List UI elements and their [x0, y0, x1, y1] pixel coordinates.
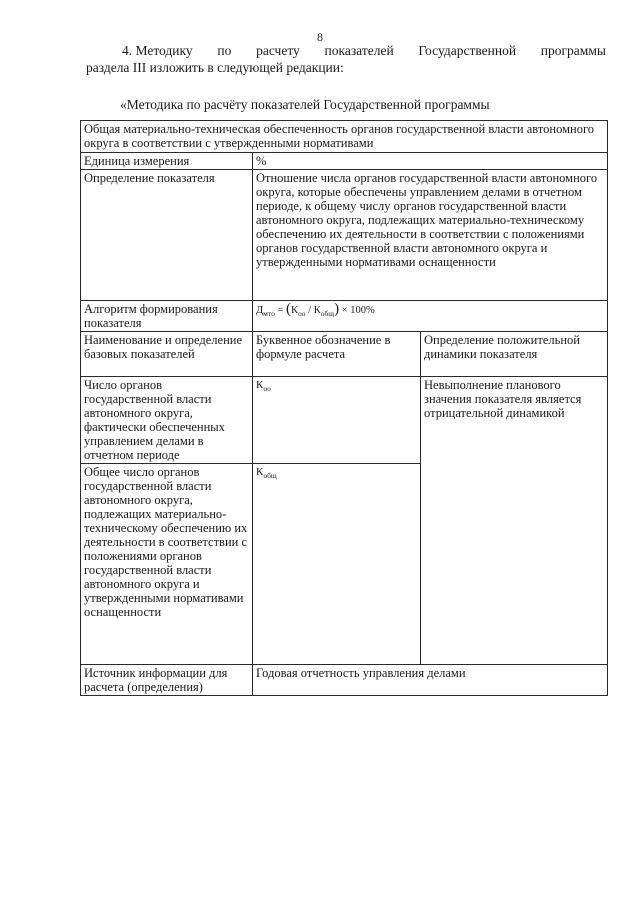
base-indicator-name: Общее число органов государственной власти автономного округа, подлежащих материально-техническому обеспечению их деятельности в соответствии с положениями органов государственной власти автономного округа и утвержденными нормативами оснащенности	[81, 464, 253, 665]
base-indicator-name: Число органов государственной власти автономного округа, фактически обеспеченных управлением делами в отчетном периоде	[81, 377, 253, 464]
symbol-letter: К	[256, 379, 264, 391]
symbol-letter: К	[256, 466, 264, 478]
unit-row	[81, 153, 608, 170]
page-number: 8	[317, 30, 323, 44]
indicator-name-row	[81, 121, 608, 153]
symbol-sub: оо	[263, 384, 271, 394]
formula-paren-close: )	[334, 301, 340, 317]
unit-label: Единица измерения	[81, 153, 253, 170]
base-indicator-symbol	[253, 377, 421, 464]
symbol-sub: общ	[263, 471, 277, 481]
base-indicator-symbol	[253, 464, 421, 665]
intro-word: Государственной	[418, 43, 517, 58]
formula-lhs-sub: мто	[263, 309, 275, 319]
intro-word: показателей	[324, 43, 394, 58]
indicator-name: Общая материально-техническая обеспеченность органов государственной власти автономного округа в соответствии с утвержденными нормативами	[81, 121, 608, 153]
intro-word: по	[217, 43, 232, 58]
definition-label: Определение показателя	[81, 170, 253, 301]
source-row	[81, 665, 608, 696]
dynamics-text: Невыполнение планового значения показателя является отрицательной динамикой	[421, 377, 608, 665]
definition-value: Отношение числа органов государственной власти автономного округа, которые обеспечены управлением делами в отчетном периоде, к общему числу органов государственной власти автономного округа, подлежащих материально-техническому обеспечению их деятельности в соответствии с положениями органов государственной власти автономного округа и утвержденными нормативами оснащенности	[253, 170, 608, 301]
algorithm-row	[81, 301, 608, 332]
formula-k2-sub: общ	[320, 309, 335, 319]
header-col3: Определение положительной динамики показателя	[421, 332, 608, 377]
formula-paren-open: (	[286, 301, 292, 317]
intro-line-2: раздела III изложить в следующей редакции:	[86, 60, 344, 75]
table-row	[81, 377, 608, 464]
formula-k1: К	[291, 305, 299, 316]
header-row	[81, 332, 608, 377]
methodology-table	[80, 120, 608, 696]
intro-word: 4. Методику	[122, 43, 193, 58]
unit-value: %	[253, 153, 608, 170]
formula-eq: =	[277, 305, 284, 316]
intro-line-1	[86, 42, 606, 59]
intro-word: расчету	[256, 43, 300, 58]
formula-lhs: Д	[256, 305, 264, 316]
formula-k2: К	[313, 305, 321, 316]
formula-times-100: × 100%	[341, 305, 375, 316]
definition-row	[81, 170, 608, 301]
formula	[253, 301, 608, 332]
source-label: Источник информации для расчета (определения)	[81, 665, 253, 696]
intro-paragraph	[86, 42, 606, 76]
formula-k1-sub: оо	[298, 309, 306, 319]
intro-word: программы	[540, 43, 606, 58]
method-title: «Методика по расчёту показателей Государственной программы	[120, 97, 490, 112]
header-col2: Буквенное обозначение в формуле расчета	[253, 332, 421, 377]
header-col1: Наименование и определение базовых показателей	[81, 332, 253, 377]
formula-slash: /	[308, 305, 312, 316]
source-value: Годовая отчетность управления делами	[253, 665, 608, 696]
algorithm-label: Алгоритм формирования показателя	[81, 301, 253, 332]
